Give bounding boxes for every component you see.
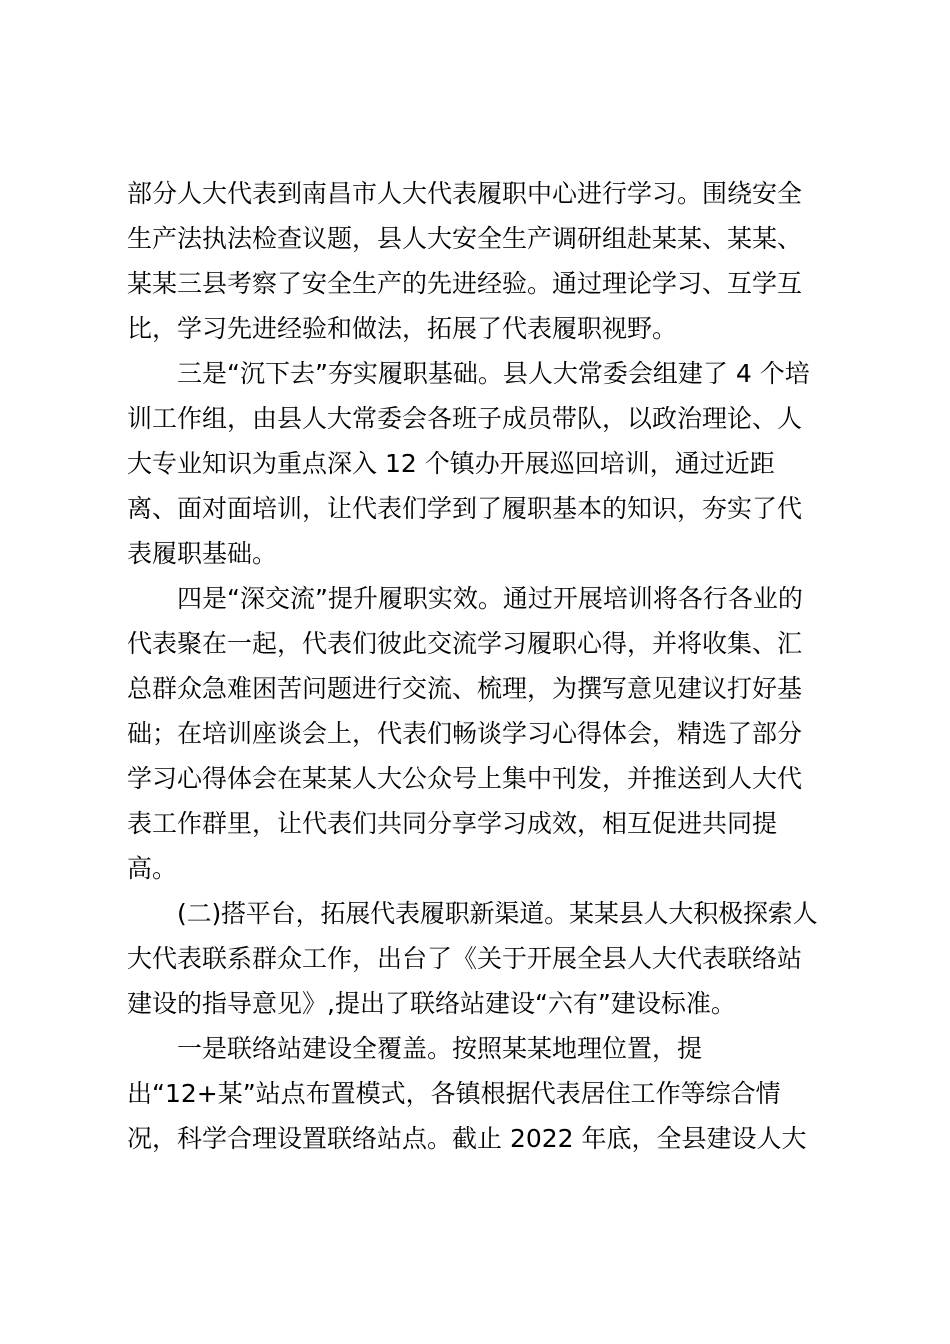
paragraph-first-line: 一是联络站建设全覆盖。按照某某地理位置，提 bbox=[177, 1034, 703, 1063]
text-line: 训工作组，由县人大常委会各班子成员带队，以政治理论、人 bbox=[127, 404, 803, 433]
paragraph-first-line: 三是“沉下去”夯实履职基础。县人大常委会组建了 4 个培 bbox=[177, 359, 810, 388]
text-line: 况，科学合理设置联络站点。截止 2022 年底，全县建设人大 bbox=[127, 1124, 807, 1153]
text-line: 表工作群里，让代表们共同分享学习成效，相互促进共同提 bbox=[127, 809, 778, 838]
text-line: 大代表联系群众工作，出台了《关于开展全县人大代表联络站 bbox=[127, 944, 803, 973]
text-line: 出“12+某”站点布置模式，各镇根据代表居住工作等综合情 bbox=[127, 1079, 781, 1108]
text-line: 生产法执法检查议题，县人大安全生产调研组赴某某、某某、 bbox=[127, 224, 803, 253]
text-line: 离、面对面培训，让代表们学到了履职基本的知识，夯实了代 bbox=[127, 494, 803, 523]
text-line: 代表聚在一起，代表们彼此交流学习履职心得，并将收集、汇 bbox=[127, 629, 803, 658]
text-line: 表履职基础。 bbox=[127, 539, 278, 568]
text-line: 比，学习先进经验和做法，拓展了代表履职视野。 bbox=[127, 314, 678, 343]
text-line: 高。 bbox=[127, 854, 178, 883]
section-heading-line: (二)搭平台，拓展代表履职新渠道。某某县人大积极探索人 bbox=[177, 899, 818, 928]
text-line: 大专业知识为重点深入 12 个镇办开展巡回培训，通过近距 bbox=[127, 449, 775, 478]
text-line: 建设的指导意见》,提出了联络站建设“六有”建设标准。 bbox=[127, 989, 736, 1018]
text-line: 某某三县考察了安全生产的先进经验。通过理论学习、互学互 bbox=[127, 269, 803, 298]
text-line: 部分人大代表到南昌市人大代表履职中心进行学习。围绕安全 bbox=[127, 179, 803, 208]
paragraph-first-line: 四是“深交流”提升履职实效。通过开展培训将各行各业的 bbox=[177, 584, 803, 613]
text-line: 础；在培训座谈会上，代表们畅谈学习心得体会，精选了部分 bbox=[127, 719, 803, 748]
text-line: 学习心得体会在某某人大公众号上集中刊发，并推送到人大代 bbox=[127, 764, 803, 793]
text-line: 总群众急难困苦问题进行交流、梳理，为撰写意见建议打好基 bbox=[127, 674, 803, 703]
